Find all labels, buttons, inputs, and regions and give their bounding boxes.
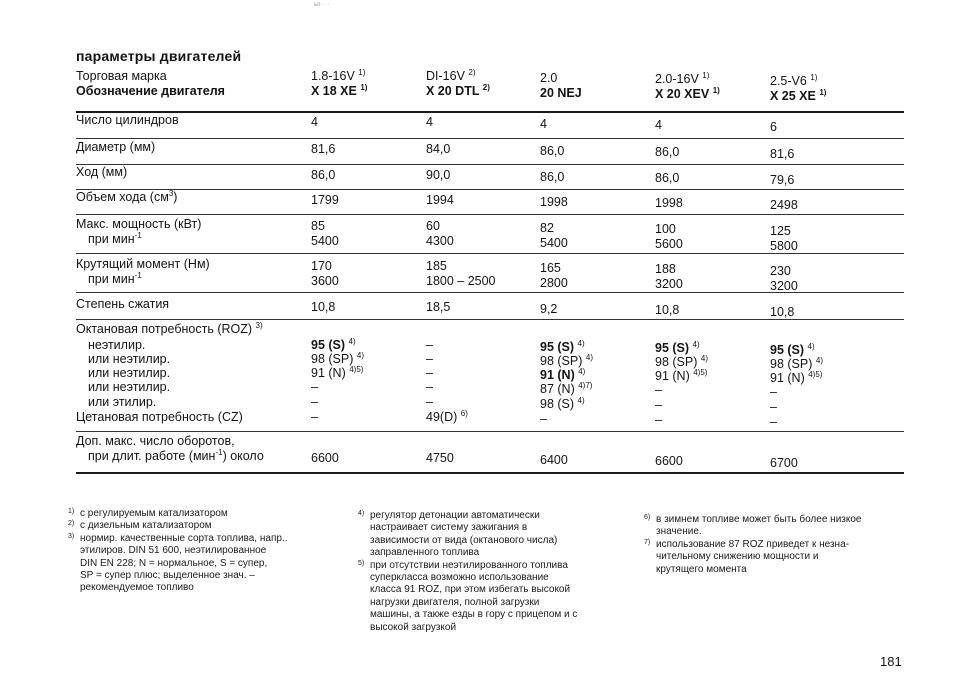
cell-octane-col5 [770, 343, 815, 358]
cell-octane-col3 [540, 412, 547, 427]
cell-stroke-values: 90,0 [426, 168, 451, 182]
octane-value: – [655, 398, 662, 412]
octane-value: – [311, 410, 318, 424]
footnote-mark: 3) [68, 532, 75, 540]
footnote-line [80, 545, 287, 557]
cell-octane-col3 [540, 340, 585, 355]
label-octane-sub: или неэтилир. [88, 380, 171, 394]
cell-octane-col5 [770, 385, 777, 400]
cell-octane-col2 [426, 395, 433, 410]
octane-value: 98 (SP) [311, 352, 354, 366]
footnote-mark: 4) [358, 510, 365, 517]
footnote-text: класса 91 ROZ, при этом избегать высокой [370, 584, 571, 596]
cell-max_rpm-values: 4750 [426, 451, 454, 465]
footnote-ref: 4) [348, 337, 356, 346]
footnote-ref: 4) [356, 351, 364, 360]
cell-torque-rpm: 3200 [770, 279, 798, 293]
footnote-ref: 1) [712, 86, 720, 95]
cell-torque-rpm: 2800 [540, 276, 568, 290]
column-code-text: X 20 DTL [426, 84, 480, 98]
octane-value: – [426, 366, 433, 380]
row-rule [76, 189, 904, 190]
cell-torque-values: 170 [311, 259, 332, 273]
row-rule [76, 214, 904, 215]
footnote-text: использование 87 ROZ приведет к незна- [656, 538, 849, 550]
footnote-mark: 6) [644, 514, 651, 521]
row-rule [76, 138, 904, 139]
footnote-ref: 4) [692, 340, 700, 349]
footnote-text: заправленного топлива [370, 547, 480, 559]
cell-power-rpm: 4300 [426, 234, 454, 248]
column-brand [426, 69, 476, 83]
cell-octane-col2 [426, 380, 433, 395]
footnote-line [68, 508, 287, 520]
footnote-ref: 1) [819, 88, 827, 97]
label-stroke: Ход (мм) [76, 165, 128, 179]
cell-max_rpm-values: 6700 [770, 456, 798, 470]
footnote-text: зависимости от вида (октанового числа) [370, 534, 558, 546]
footnote-ref: 4) [577, 396, 585, 405]
cell-stroke-values: 86,0 [655, 171, 680, 185]
footnote-text: машины, а также езды в гору с прицепом и с [370, 609, 578, 621]
footnote-mark: 7) [644, 538, 651, 546]
octane-value: – [540, 412, 547, 426]
cell-octane-col5 [770, 400, 777, 415]
footnote-line [68, 532, 288, 545]
label-octane: Октановая потребность (ROZ) $^{3)}$ [76, 321, 263, 336]
cell-stroke-values: 86,0 [311, 168, 336, 182]
cell-torque-values: 188 [655, 262, 676, 276]
cell-octane-col5 [770, 415, 777, 430]
footnote-text: с регулируемым катализатором [80, 508, 228, 519]
cell-displacement-values: 1998 [540, 195, 568, 209]
octane-value: 95 (S) [540, 340, 575, 354]
row-rule [76, 164, 904, 165]
column-brand-text: DI-16V [426, 69, 465, 83]
footnote-line [370, 584, 577, 596]
cell-displacement-values: 1799 [311, 193, 339, 207]
cell-octane-col4 [655, 413, 662, 428]
octane-value: – [655, 383, 662, 397]
cell-max_rpm-values: 6600 [311, 451, 339, 465]
column-code-text: 20 NEJ [540, 86, 582, 100]
cell-max_rpm-values: 6600 [655, 454, 683, 468]
cell-power-rpm: 5400 [540, 236, 568, 250]
footnote-mark: 5) [358, 559, 365, 567]
label-octane-sub: или этилир. [88, 395, 157, 409]
label-cylinders: Число цилиндров [76, 113, 179, 127]
footnote-ref: 4)5) [693, 368, 708, 377]
label-octane-sub: или неэтилир. [88, 352, 171, 366]
label-power: Макс. мощность (кВт) [76, 217, 202, 231]
footnote-ref: 4) [578, 367, 586, 376]
footnote-mark: 1) [68, 508, 75, 515]
footnote-text: крутящего момента [656, 563, 747, 575]
cell-octane-col3 [540, 397, 585, 412]
footnote-text: с дизельным катализатором [80, 520, 212, 532]
octane-value: – [655, 413, 662, 427]
footnote-text: в зимнем топливе может быть более низкое [656, 514, 862, 525]
octane-value: – [311, 395, 318, 409]
octane-value: 98 (SP) [540, 354, 583, 368]
cell-power-values: 60 [426, 219, 440, 233]
footnote-ref: 4)5) [808, 370, 823, 379]
cell-octane-col1 [311, 338, 356, 353]
label-displacement: Объем хода $(см^3)$ [76, 189, 178, 204]
footnote-line [644, 514, 862, 526]
footnote-line [656, 564, 861, 576]
footnote-line [80, 582, 287, 594]
cell-stroke-values: 79,6 [770, 173, 795, 187]
octane-value: – [426, 380, 433, 394]
label-max-rpm-sub: при длит. работе (мин$^{-1}$) около [88, 448, 264, 463]
footnote-ref: 4) [815, 356, 823, 365]
footnote-text: суперкласса возможно использование [370, 572, 549, 584]
footnote-text: регулятор детонации автоматически [370, 510, 540, 521]
cell-octane-col4 [655, 398, 662, 413]
cell-octane-col4 [655, 369, 707, 384]
octane-value: 91 (N) [311, 366, 346, 380]
cell-torque-rpm: 3200 [655, 277, 683, 291]
column-code [770, 89, 826, 103]
footnote-ref: 1) [810, 73, 818, 82]
cell-power-values: 100 [655, 222, 676, 236]
label-torque: Крутящий момент (Нм) [76, 257, 210, 271]
octane-value: 91 (N) [540, 368, 575, 382]
cell-bore-values: 86,0 [540, 144, 565, 158]
footnote-line [370, 609, 577, 621]
octane-value: – [770, 385, 777, 399]
label-octane-sub: или неэтилир. [88, 366, 171, 380]
cell-octane-col3 [540, 382, 592, 397]
footnote-line [656, 551, 861, 563]
label-bore: Диаметр (мм) [76, 140, 156, 154]
cell-torque-values: 185 [426, 259, 447, 273]
footnote-text: чительному снижению мощности и [656, 551, 819, 563]
footnote-text: настраивает систему зажигания в [370, 522, 528, 534]
cell-octane-col1 [311, 366, 363, 381]
cell-cylinders-values: 4 [311, 115, 318, 129]
cell-octane-col2 [426, 366, 433, 381]
footnote-ref: 4)7) [578, 381, 593, 390]
cell-bore-values: 81,6 [770, 147, 795, 161]
footnote-text: рекомендуемое топливо [80, 582, 194, 594]
footnote-line [370, 597, 577, 609]
cell-torque-rpm: 3600 [311, 274, 339, 288]
cell-octane-col1 [311, 380, 318, 395]
table-top-rule [76, 111, 904, 113]
column-code [311, 84, 367, 98]
cell-compression-values: 10,8 [655, 303, 680, 317]
header-designation-label: Обозначение двигателя [76, 84, 225, 98]
octane-value: 95 (S) [311, 338, 346, 352]
row-rule [76, 431, 904, 432]
footnote-ref: 1) [702, 71, 710, 80]
footnote-ref: 2) [468, 68, 476, 77]
octane-value: 87 (N) [540, 382, 575, 396]
cell-cylinders-values: 6 [770, 120, 777, 134]
cell-power-values: 82 [540, 221, 554, 235]
column-brand-text: 2.5-V6 [770, 74, 807, 88]
cell-bore-values: 86,0 [655, 145, 680, 159]
page-number: 181 [880, 654, 902, 669]
octane-value: 98 (SP) [770, 357, 813, 371]
column-brand-text: 2.0 [540, 71, 558, 85]
cell-displacement-values: 2498 [770, 198, 798, 212]
column-brand [540, 71, 557, 85]
footnote-text: DIN EN 228; N = нормальное, S = супер, [80, 557, 268, 569]
cell-stroke-values: 86,0 [540, 170, 565, 184]
cell-compression-values: 10,8 [770, 305, 795, 319]
octane-value: – [426, 338, 433, 352]
cell-power-rpm: 5400 [311, 234, 339, 248]
octane-value: 95 (S) [655, 341, 690, 355]
footnote-ref: 4) [700, 354, 708, 363]
footnotes-column-3 [644, 514, 862, 576]
octane-value: – [426, 352, 433, 366]
footnote-line [656, 526, 861, 538]
footnote-line [370, 535, 577, 547]
footnote-ref: 4) [577, 339, 585, 348]
cell-compression-values: 18,5 [426, 300, 451, 314]
octane-value: – [770, 415, 777, 429]
footnote-ref: 1) [360, 83, 368, 92]
footnote-line [644, 538, 861, 551]
footnote-text: при отсутствии неэтилированного топлива [370, 559, 568, 571]
label-compression: Степень сжатия [76, 297, 170, 311]
column-code-text: X 18 XE [311, 84, 357, 98]
footnote-text: нормир. качественные сорта топлива, напр.. [80, 532, 288, 544]
footnote-line [358, 510, 577, 522]
cell-octane-col4 [655, 383, 662, 398]
footnote-line [80, 570, 287, 582]
footnote-line [370, 522, 577, 534]
cell-power-rpm: 5800 [770, 239, 798, 253]
cell-cylinders-values: 4 [655, 118, 662, 132]
footnote-ref: 6) [460, 409, 468, 418]
footnote-ref: 1) [358, 68, 366, 77]
column-brand [311, 69, 365, 83]
footnote-text: значение. [656, 526, 702, 538]
cell-power-values: 125 [770, 224, 791, 238]
cell-power-rpm: 5600 [655, 237, 683, 251]
octane-value: 91 (N) [655, 369, 690, 383]
page-title: параметры двигателей [76, 48, 242, 64]
footnote-text: SP = супер плюс; выделенное знач. – [80, 570, 255, 582]
column-code [426, 84, 490, 98]
octane-value: 98 (SP) [655, 355, 698, 369]
cell-torque-values: 230 [770, 264, 791, 278]
cell-max_rpm-values: 6400 [540, 453, 568, 467]
column-code-text: X 25 XE [770, 89, 816, 103]
octane-value: 95 (S) [770, 343, 805, 357]
cell-octane-col5 [770, 371, 822, 386]
column-code-text: X 20 XEV [655, 87, 710, 101]
footnote-ref: 4) [807, 342, 815, 351]
footnote-line [80, 558, 287, 570]
cell-torque-rpm: 1800 – 2500 [426, 274, 496, 288]
cell-displacement-values: 1998 [655, 196, 683, 210]
cell-octane-col2 [426, 410, 468, 425]
cell-cylinders-values: 4 [426, 115, 433, 129]
label-octane-sub: неэтилир. [88, 338, 146, 352]
label-cetane: Цетановая потребность (CZ) [76, 410, 243, 424]
octane-value: – [426, 395, 433, 409]
footnote-line [370, 622, 577, 634]
footnote-line [370, 547, 577, 559]
cell-torque-values: 165 [540, 261, 561, 275]
footnotes-column-2 [358, 510, 578, 634]
footnote-text: нагрузки двигателя, полной загрузки [370, 596, 540, 608]
cell-octane-col1 [311, 410, 318, 425]
octane-value: 98 (S) [540, 397, 575, 411]
column-brand [770, 74, 817, 88]
cell-octane-col2 [426, 338, 433, 353]
footnote-line [370, 572, 577, 584]
scan-mark: ьп· · · [314, 2, 330, 8]
cell-compression-values: 9,2 [540, 302, 558, 316]
footnote-text: этилиров. DIN 51 600, неэтилированное [80, 545, 267, 557]
column-brand [655, 72, 709, 86]
footnote-line [68, 520, 287, 532]
label-torque-rpm: при мин$^{-1}$ [88, 271, 142, 286]
column-code [540, 86, 582, 100]
cell-cylinders-values: 4 [540, 117, 547, 131]
octane-value: – [770, 400, 777, 414]
octane-value: 91 (N) [770, 371, 805, 385]
table-bottom-rule [76, 472, 904, 474]
octane-value: 49(D) [426, 410, 458, 424]
footnote-mark: 2) [68, 520, 75, 528]
footnote-ref: 4)5) [349, 365, 364, 374]
cell-octane-col2 [426, 352, 433, 367]
footnote-text: высокой загрузкой [370, 621, 457, 633]
cell-compression-values: 10,8 [311, 300, 336, 314]
octane-value: – [311, 380, 318, 394]
label-power-rpm: при мин$^{-1}$ [88, 231, 142, 246]
cell-octane-col4 [655, 341, 700, 356]
column-brand-text: 1.8-16V [311, 69, 355, 83]
cell-bore-values: 84,0 [426, 142, 451, 156]
cell-power-values: 85 [311, 219, 325, 233]
label-max-rpm: Доп. макс. число оборотов, [76, 434, 235, 448]
footnote-line [358, 559, 577, 572]
column-brand-text: 2.0-16V [655, 72, 699, 86]
footnote-ref: 2) [482, 83, 490, 92]
cell-octane-col1 [311, 395, 318, 410]
cell-displacement-values: 1994 [426, 193, 454, 207]
footnotes-column-1 [68, 508, 288, 595]
column-code [655, 87, 720, 101]
footnote-ref: 4) [585, 353, 593, 362]
header-brand-label: Торговая марка [76, 69, 167, 83]
cell-bore-values: 81,6 [311, 142, 336, 156]
